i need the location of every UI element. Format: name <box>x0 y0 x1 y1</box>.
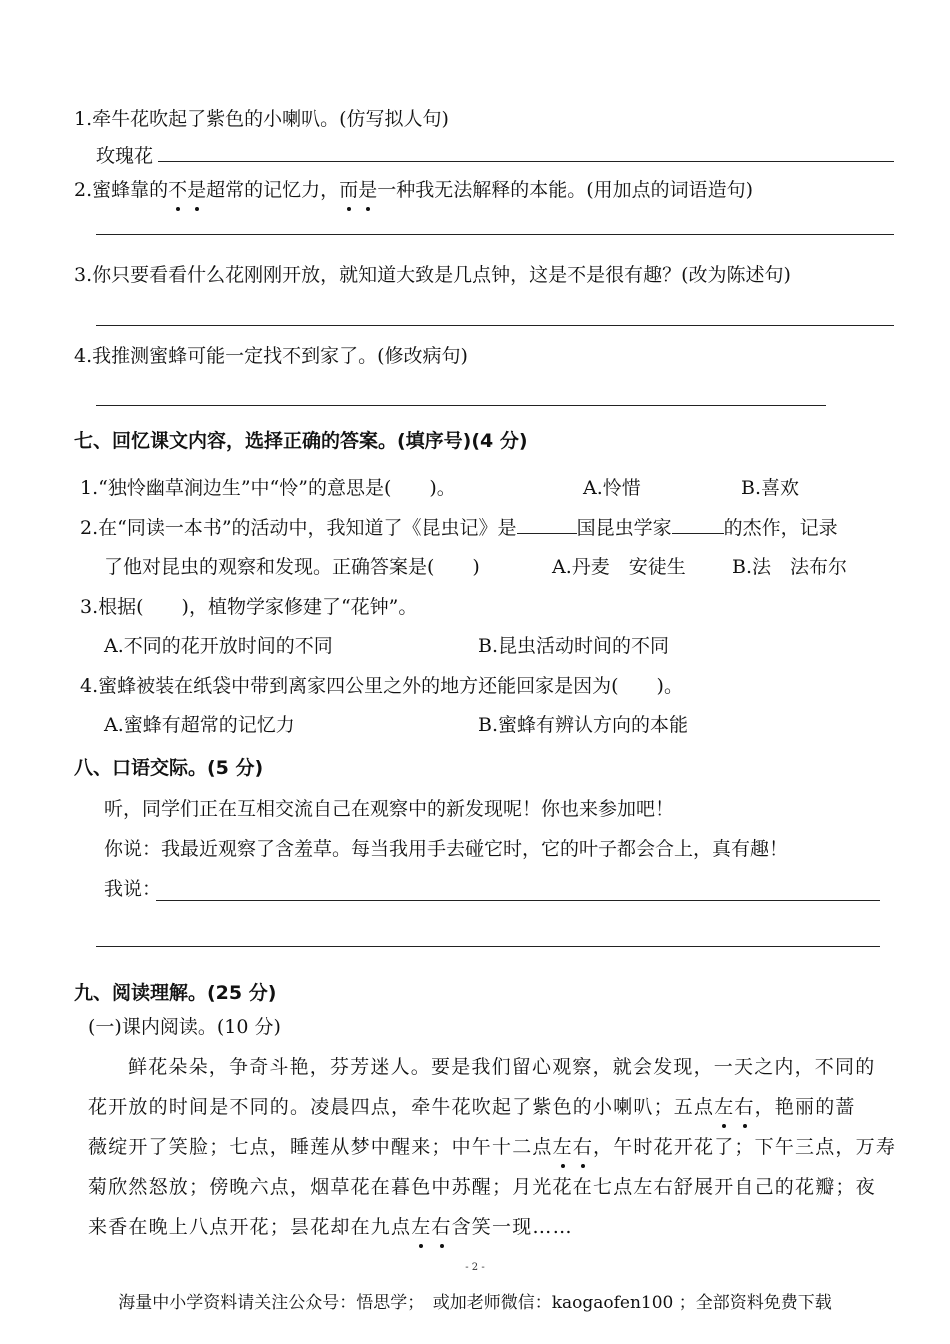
q6-item2 <box>74 177 753 203</box>
q7-item2-text-b: 国昆虫学家 <box>576 517 672 539</box>
q9-line2-dotted-1: 左 <box>714 1096 735 1118</box>
q9-line3-dotted-1: 左 <box>552 1136 573 1158</box>
q6-item1: 1.牵牛花吹起了紫色的小喇叭。(仿写拟人句) <box>74 108 449 130</box>
q9-line3-dotted-2: 右 <box>572 1136 594 1158</box>
q6-item2-dotted-2: 是 <box>187 179 207 201</box>
q6-item1-prefix: 玫瑰花 <box>96 145 154 167</box>
q9-passage-line-4: 菊欣然怒放；傍晚六点，烟草花在暮色中苏醒；月光花在七点左右舒展开自己的花瓣；夜 <box>88 1176 876 1198</box>
q7-item2-blank-1[interactable] <box>517 532 577 534</box>
q8-i-say-label: 我说： <box>104 878 162 900</box>
q7-item1: 1.“独怜幽草涧边生”中“怜”的意思是( )。 <box>80 477 456 499</box>
q6-item3-answer-line[interactable] <box>96 325 894 326</box>
q9-title: 九、阅读理解。(25 分) <box>74 982 277 1004</box>
q7-item2 <box>80 515 838 541</box>
q6-item2-text-c: 一种我无法解释的本能。(用加点的词语造句) <box>377 179 754 201</box>
q6-item2-dotted-3: 而 <box>339 179 359 201</box>
q9-passage-line-2 <box>88 1094 856 1120</box>
q9-line5-dotted-2: 右 <box>431 1216 452 1238</box>
footer-note: 海量中小学资料请关注公众号：悟思学； 或加老师微信：kaogaofen100 ；全部资料免费下载 <box>118 1293 832 1313</box>
q6-item4: 4.我推测蜜蜂可能一定找不到家了。(修改病句) <box>74 345 468 367</box>
q9-line3-text-b: ，午时花开花了；下午三点，万寿 <box>593 1136 897 1158</box>
q6-item2-dotted-1: 不 <box>168 179 188 201</box>
q9-passage-line-5 <box>88 1214 573 1240</box>
q6-item1-answer-line[interactable] <box>158 161 894 162</box>
page-number: - 2 - <box>465 1262 485 1273</box>
q6-item3: 3.你只要看看什么花刚刚开放，就知道大致是几点钟，这是不是很有趣？(改为陈述句) <box>74 264 791 286</box>
q7-item4-option-b[interactable]: B.蜜蜂有辨认方向的本能 <box>478 714 689 736</box>
q6-item4-answer-line[interactable] <box>96 405 826 406</box>
q8-answer-line-2[interactable] <box>96 946 880 947</box>
q9-line2-dotted-2: 右 <box>734 1096 755 1118</box>
q8-title: 八、口语交际。(5 分) <box>74 757 264 779</box>
q9-line3-text-a: 薇绽开了笑脸；七点，睡莲从梦中醒来；中午十二点 <box>88 1136 553 1158</box>
q7-item3-option-a[interactable]: A.不同的花开放时间的不同 <box>104 635 333 657</box>
q9-line5-dotted-1: 左 <box>411 1216 432 1238</box>
q7-item1-option-a[interactable]: A.怜惜 <box>583 477 641 499</box>
q8-answer-line-1[interactable] <box>156 900 880 901</box>
q9-subtitle: (一)课内阅读。(10 分) <box>88 1016 281 1038</box>
q6-item2-text-a: 2.蜜蜂靠的 <box>74 179 169 201</box>
q7-item2-text-c: 的杰作，记录 <box>723 517 838 539</box>
q7-item2-option-a[interactable]: A.丹麦 安徒生 <box>552 556 686 578</box>
q8-you-say: 你说：我最近观察了含羞草。每当我用手去碰它时，它的叶子都会合上，真有趣！ <box>104 838 789 860</box>
q7-item3: 3.根据( )，植物学家修建了“花钟”。 <box>80 596 418 618</box>
q7-item3-option-b[interactable]: B.昆虫活动时间的不同 <box>478 635 670 657</box>
q9-line5-text-a: 来香在晚上八点开花；昙花却在九点 <box>88 1216 412 1238</box>
q7-item1-option-b[interactable]: B.喜欢 <box>741 477 800 499</box>
q6-item2-dotted-4: 是 <box>358 179 378 201</box>
q7-title: 七、回忆课文内容，选择正确的答案。(填序号)(4 分) <box>74 430 528 452</box>
q7-item2-line2: 了他对昆虫的观察和发现。正确答案是( ) <box>104 556 480 578</box>
q9-line2-text-a: 花开放的时间是不同的。凌晨四点，牵牛花吹起了紫色的小喇叭；五点 <box>88 1096 715 1118</box>
q6-item2-answer-line[interactable] <box>96 234 894 235</box>
q7-item2-blank-2[interactable] <box>672 532 724 534</box>
q8-intro: 听，同学们正在互相交流自己在观察中的新发现呢！你也来参加吧！ <box>104 798 675 820</box>
q7-item4: 4.蜜蜂被装在纸袋中带到离家四公里之外的地方还能回家是因为( )。 <box>80 675 683 697</box>
q7-item2-option-b[interactable]: B.法 法布尔 <box>732 556 848 578</box>
q9-passage-line-1: 鲜花朵朵，争奇斗艳，芬芳迷人。要是我们留心观察，就会发现，一天之内，不同的 <box>128 1056 876 1078</box>
q9-line5-text-b: 含笑一现…… <box>451 1216 573 1238</box>
q9-passage-line-3 <box>88 1134 896 1160</box>
q7-item4-option-a[interactable]: A.蜜蜂有超常的记忆力 <box>104 714 295 736</box>
q7-item2-text-a: 2.在“同读一本书”的活动中，我知道了《昆虫记》是 <box>80 517 517 539</box>
q9-line2-text-b: ，艳丽的蔷 <box>754 1096 856 1118</box>
q6-item2-text-b: 超常的记忆力， <box>206 179 340 201</box>
